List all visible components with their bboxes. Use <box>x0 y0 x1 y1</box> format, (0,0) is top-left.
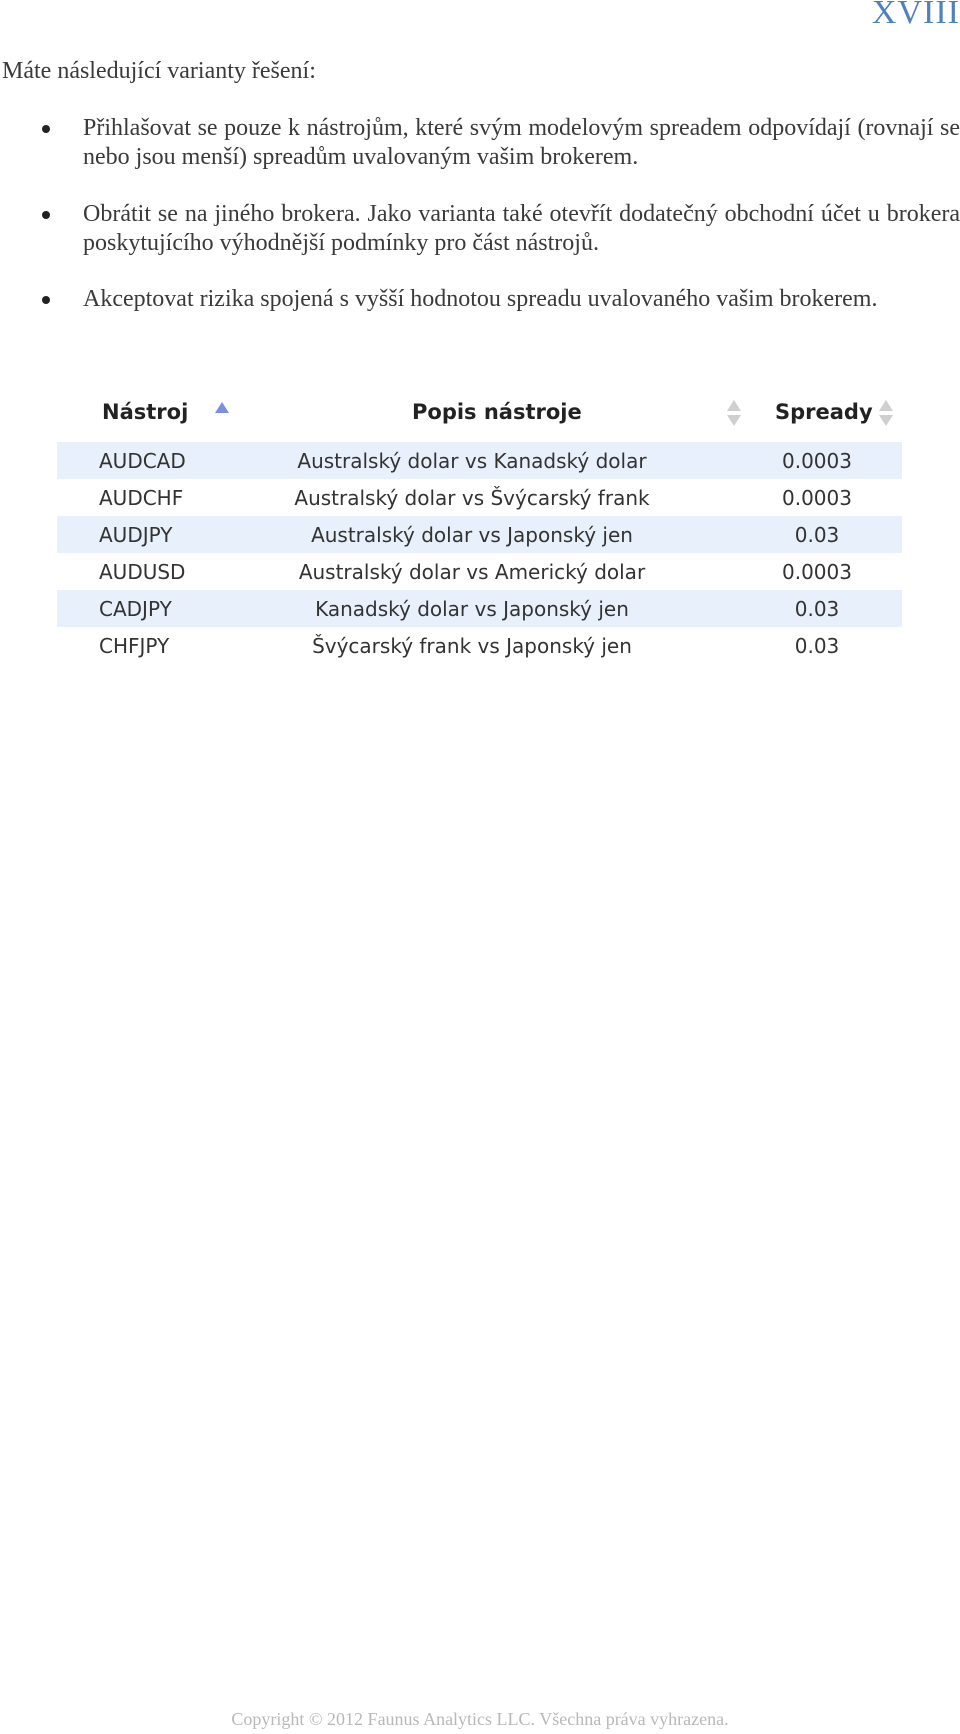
instrument-code: CHFJPY <box>99 634 170 658</box>
spread-value: 0.0003 <box>782 560 852 584</box>
bullet-icon <box>42 125 50 133</box>
option-text: Akceptovat rizika spojená s vyšší hodnotou spreadu uvalovaného vašim brokerem. <box>83 286 878 312</box>
page-number: XVIII <box>871 0 960 31</box>
instrument-description: Australský dolar vs Japonský jen <box>311 523 633 547</box>
instrument-code: AUDUSD <box>99 560 186 584</box>
table-body <box>57 442 902 664</box>
instrument-description: Australský dolar vs Švýcarský frank <box>294 486 650 510</box>
options-list <box>0 114 960 342</box>
instrument-description: Australský dolar vs Americký dolar <box>298 560 646 584</box>
instrument-code: AUDCHF <box>99 486 184 510</box>
spread-value: 0.0003 <box>782 486 852 510</box>
sort-ascending-icon[interactable] <box>215 402 229 413</box>
list-item <box>0 114 960 172</box>
column-header-description[interactable]: Popis nástroje <box>412 400 582 424</box>
column-header-spread[interactable]: Spready <box>775 400 873 424</box>
spread-value: 0.03 <box>794 523 840 547</box>
option-text: Obrátit se na jiného brokera. Jako varianta také otevřít dodatečný obchodní účet u brokera poskytujícího výhodnější podmínky pro část nástrojů. <box>83 201 960 256</box>
table-row <box>57 590 902 627</box>
instrument-code: AUDCAD <box>99 449 186 473</box>
column-header-instrument[interactable]: Nástroj <box>102 400 189 424</box>
table-row <box>57 553 902 590</box>
bullet-icon <box>42 296 50 304</box>
option-text: Přihlašovat se pouze k nástrojům, které svým modelovým spreadem odpovídají (rovnají se nebo jsou menší) spreadům uvalovaným vašim brokerem. <box>83 115 960 170</box>
sort-icon[interactable] <box>879 400 893 428</box>
instrument-description: Kanadský dolar vs Japonský jen <box>315 597 629 621</box>
list-item <box>0 285 960 314</box>
table-row <box>57 516 902 553</box>
instrument-code: CADJPY <box>99 597 172 621</box>
instrument-description: Švýcarský frank vs Japonský jen <box>312 634 632 658</box>
instrument-description: Australský dolar vs Kanadský dolar <box>297 449 647 473</box>
instrument-code: AUDJPY <box>99 523 173 547</box>
copyright-footer: Copyright © 2012 Faunus Analytics LLC. Všechna práva vyhrazena. <box>231 1709 729 1729</box>
table-row <box>57 442 902 479</box>
table-row <box>57 627 902 664</box>
bullet-icon <box>42 211 50 219</box>
sort-icon[interactable] <box>727 400 741 428</box>
list-item <box>0 200 960 258</box>
table-header <box>57 390 902 442</box>
spread-value: 0.03 <box>794 597 840 621</box>
spread-value: 0.03 <box>794 634 840 658</box>
table-row <box>57 479 902 516</box>
spread-table <box>57 390 902 664</box>
intro-text: Máte následující varianty řešení: <box>2 58 316 84</box>
spread-value: 0.0003 <box>782 449 852 473</box>
